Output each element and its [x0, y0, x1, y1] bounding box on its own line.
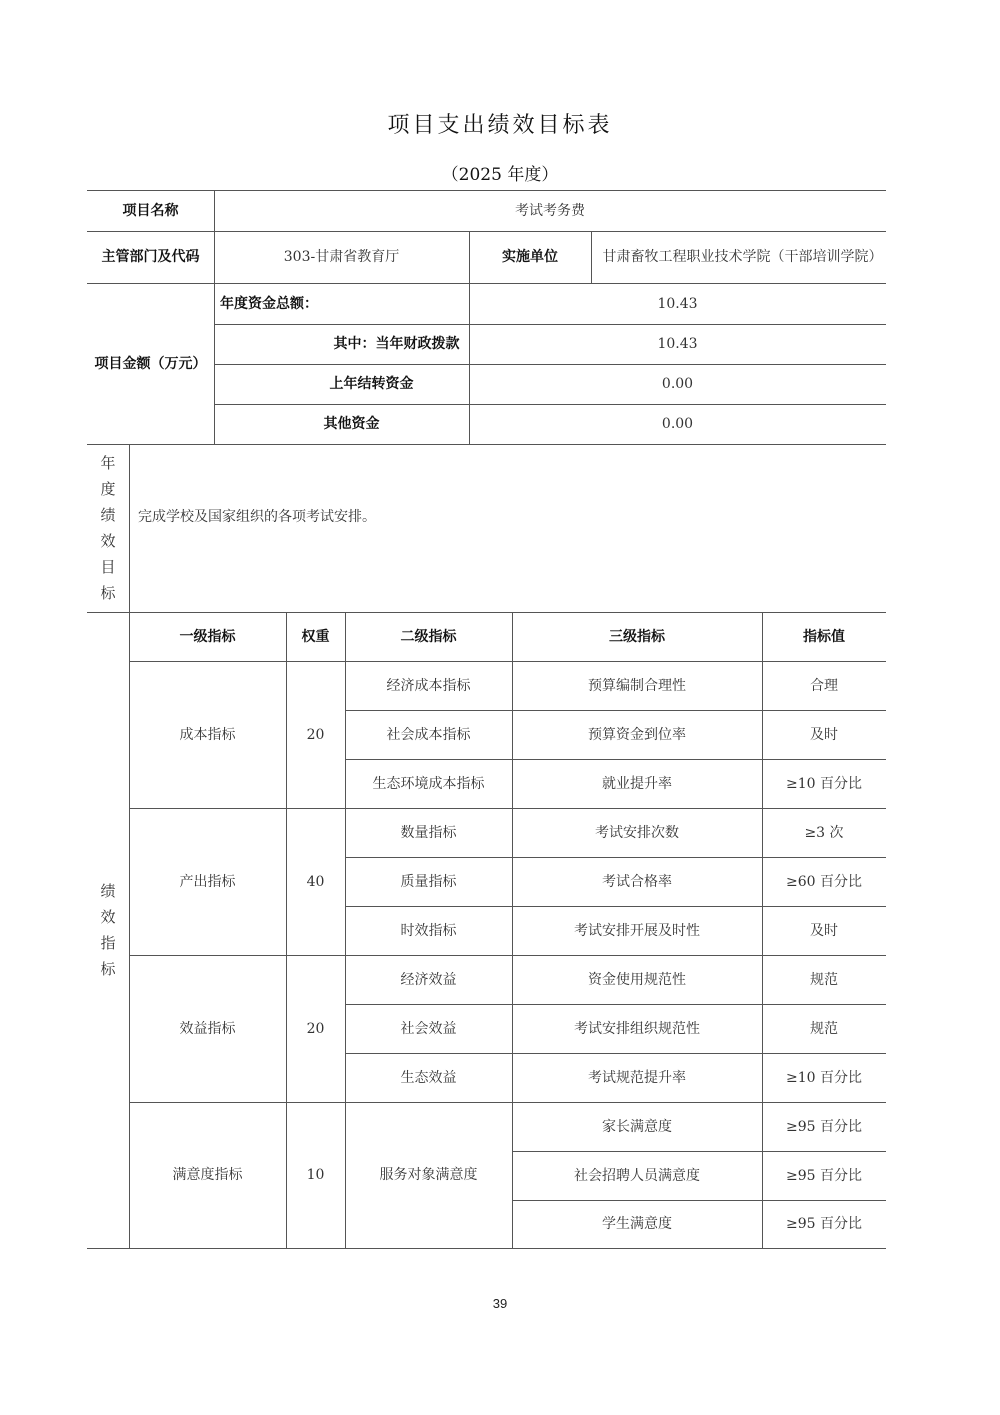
indicator-value: ≥10 百分比	[786, 775, 862, 792]
indicators-label-char: 指	[100, 934, 116, 952]
indicator-header: 指标值	[803, 628, 845, 645]
indicators-label-char: 效	[100, 908, 116, 926]
level2-indicator: 数量指标	[400, 824, 457, 841]
page-title: 项目支出绩效目标表	[387, 113, 613, 138]
funding-row-label: 其他资金	[323, 416, 380, 432]
indicator-value: ≥95 百分比	[786, 1167, 862, 1184]
indicator-value: ≥10 百分比	[786, 1069, 862, 1086]
level2-indicator: 生态环境成本指标	[372, 775, 485, 792]
indicator-weight: 40	[306, 873, 325, 890]
level2-indicator: 经济效益	[400, 971, 457, 988]
indicator-value: 规范	[810, 1020, 838, 1037]
indicator-value: 及时	[810, 726, 838, 743]
indicator-header: 一级指标	[179, 628, 236, 645]
table-rule	[591, 231, 592, 283]
funding-row-value: 0.00	[661, 416, 694, 432]
goal-label-char: 绩	[100, 506, 116, 524]
indicator-value: ≥3 次	[804, 824, 844, 841]
indicator-value: ≥95 百分比	[786, 1216, 862, 1232]
impl-unit-value: 甘肃畜牧工程职业技术学院（干部培训学院）	[602, 249, 883, 265]
level3-indicator: 资金使用规范性	[588, 971, 686, 988]
level3-indicator: 考试安排次数	[595, 824, 679, 841]
indicator-header: 二级指标	[400, 628, 457, 645]
indicators-label	[87, 860, 129, 1000]
level1-indicator: 产出指标	[179, 873, 236, 890]
goal-text: 完成学校及国家组织的各项考试安排。	[138, 509, 376, 525]
indicator-weight: 10	[306, 1167, 325, 1183]
goal-label-char: 目	[100, 558, 116, 576]
year-subtitle: （2025 年度）	[441, 165, 559, 185]
level2-indicator: 服务对象满意度	[379, 1167, 478, 1183]
level2-indicator: 经济成本指标	[386, 677, 471, 694]
impl-unit-label: 实施单位	[502, 249, 558, 265]
indicator-value: 规范	[810, 971, 838, 988]
page-number: 39	[492, 1296, 508, 1311]
indicator-value: 及时	[810, 922, 838, 939]
funding-label: 项目金额（万元）	[94, 355, 207, 372]
table-rule	[87, 1248, 886, 1249]
level3-indicator: 预算编制合理性	[588, 677, 686, 694]
level1-indicator: 满意度指标	[172, 1167, 243, 1183]
indicator-weight: 20	[306, 726, 325, 743]
indicator-value: ≥60 百分比	[786, 873, 862, 890]
funding-row-label: 其中：当年财政拨款	[333, 336, 460, 352]
indicators-label-char: 绩	[100, 882, 116, 900]
goal-label-char: 效	[100, 532, 116, 550]
funding-row-value: 0.00	[661, 376, 694, 392]
goal-label-char: 度	[100, 480, 116, 498]
indicator-header: 权重	[301, 628, 330, 645]
funding-row-label: 年度资金总额：	[220, 295, 318, 312]
funding-row-value: 10.43	[657, 336, 698, 352]
level3-indicator: 考试合格率	[602, 873, 672, 890]
level2-indicator: 生态效益	[400, 1069, 457, 1086]
dept-value: 303-甘肃省教育厅	[283, 249, 400, 265]
indicator-header: 三级指标	[609, 628, 665, 645]
funding-row-label: 上年结转资金	[329, 376, 414, 392]
level3-indicator: 就业提升率	[602, 775, 672, 792]
level3-indicator: 考试规范提升率	[588, 1069, 686, 1086]
indicator-value: ≥95 百分比	[786, 1118, 862, 1135]
level2-indicator: 质量指标	[400, 873, 457, 890]
level1-indicator: 效益指标	[179, 1020, 236, 1037]
indicator-weight: 20	[306, 1020, 325, 1037]
level2-indicator: 社会效益	[400, 1020, 457, 1037]
level3-indicator: 家长满意度	[602, 1118, 672, 1135]
level2-indicator: 社会成本指标	[386, 726, 471, 743]
project-name-label: 项目名称	[122, 202, 179, 219]
indicators-label-char: 标	[100, 960, 116, 978]
level2-indicator: 时效指标	[400, 922, 457, 939]
level3-indicator: 考试安排组织规范性	[574, 1020, 700, 1037]
goal-label	[87, 450, 129, 606]
level3-indicator: 学生满意度	[602, 1216, 672, 1232]
dept-label: 主管部门及代码	[101, 249, 200, 265]
level3-indicator: 社会招聘人员满意度	[574, 1167, 700, 1184]
level1-indicator: 成本指标	[179, 726, 236, 743]
level3-indicator: 考试安排开展及时性	[574, 922, 700, 939]
indicator-value: 合理	[810, 677, 838, 694]
goal-label-char: 年	[100, 454, 116, 472]
project-name-value: 考试考务费	[515, 202, 585, 219]
funding-row-value: 10.43	[657, 295, 698, 312]
level3-indicator: 预算资金到位率	[588, 726, 686, 743]
goal-label-char: 标	[100, 584, 116, 602]
